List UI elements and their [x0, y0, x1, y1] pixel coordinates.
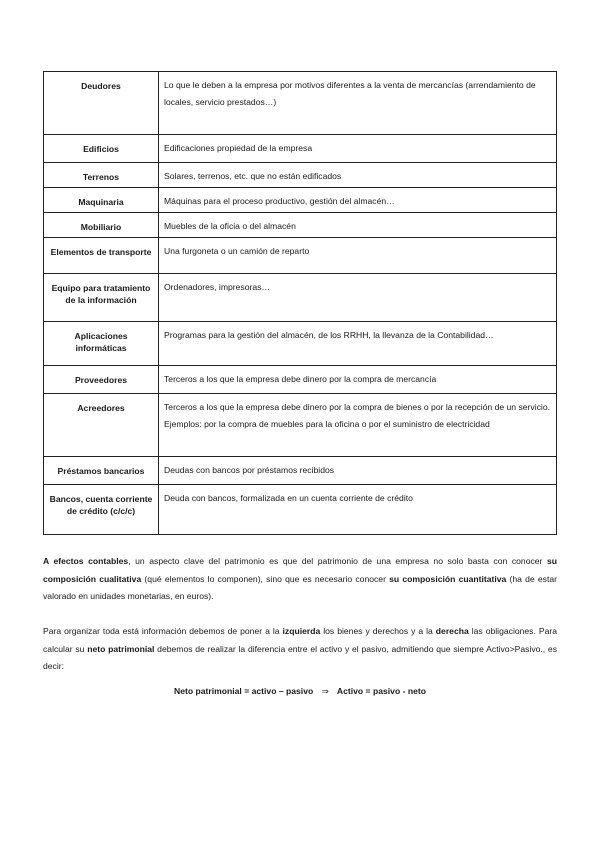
text: (ha de estar valorado en unidades monetarias, en euros).: [43, 573, 558, 601]
definition-cell: Terceros a los que la empresa debe dinero por la compra de bienes o por la recepción de un servicio. Ejemplos: por la compra de muebles para la oficina o por el suministro de electricidad: [159, 394, 557, 457]
paragraph-organization: [43, 623, 557, 676]
term-cell: Préstamos bancarios: [44, 457, 159, 485]
bold-text: su composición cuantitativa: [389, 573, 507, 584]
term-cell: Acreedores: [44, 394, 159, 457]
table-row: [44, 238, 557, 274]
formula-left: Neto patrimonial = activo – pasivo: [174, 686, 314, 696]
table-row: [44, 274, 557, 322]
definition-cell: Solares, terrenos, etc. que no están edificados: [159, 163, 557, 188]
table-row: [44, 322, 557, 366]
table-row: [44, 72, 557, 135]
definition-cell: Deuda con bancos, formalizada en un cuenta corriente de crédito: [159, 485, 557, 535]
definition-cell: Programas para la gestión del almacén, de los RRHH, la llevanza de la Contabilidad…: [159, 322, 557, 366]
table-row: [44, 163, 557, 188]
table-row: [44, 457, 557, 485]
definition-cell: Muebles de la oficia o del almacén: [159, 213, 557, 238]
table-row: [44, 188, 557, 213]
table-row: [44, 394, 557, 457]
table-row: [44, 213, 557, 238]
term-cell: Deudores: [44, 72, 159, 135]
term-cell: Aplicaciones informáticas: [44, 322, 159, 366]
text: debemos de realizar la diferencia entre el activo y el pasivo, admitiendo que siempre Activo>Pasivo., es decir:: [43, 643, 557, 671]
accounts-table: [43, 71, 557, 535]
term-cell: Mobiliario: [44, 213, 159, 238]
bold-text: derecha: [435, 626, 469, 636]
text: Para organizar toda está información debemos de poner a la: [43, 626, 283, 636]
definition-cell: Lo que le deben a la empresa por motivos diferentes a la venta de mercancías (arrendamiento de locales, servicio prestados…): [159, 72, 557, 135]
table-row: [44, 135, 557, 163]
text: los bienes y derechos y a la: [320, 626, 436, 636]
term-cell: Maquinaria: [44, 188, 159, 213]
definition-cell: Deudas con bancos por préstamos recibidos: [159, 457, 557, 485]
formula-right: Activo = pasivo - neto: [336, 686, 426, 696]
bold-text: A efectos contables: [43, 556, 129, 566]
term-cell: Equipo para tratamiento de la información: [44, 274, 159, 322]
implies-arrow-icon: ⇒: [321, 686, 329, 696]
definition-cell: Ordenadores, impresoras…: [159, 274, 557, 322]
bold-text: izquierda: [282, 626, 321, 636]
paragraph-composition: [43, 553, 557, 606]
term-cell: Elementos de transporte: [44, 238, 159, 274]
text: , un aspecto clave del patrimonio es que del patrimonio de una empresa no solo basta con conocer: [128, 556, 547, 566]
term-cell: Proveedores: [44, 366, 159, 394]
definition-cell: Máquinas para el proceso productivo, gestión del almacén…: [159, 188, 557, 213]
bold-text: su composición cualitativa: [43, 556, 557, 584]
term-cell: Edificios: [44, 135, 159, 163]
bold-text: neto patrimonial: [87, 643, 155, 654]
text: las obligaciones. Para calcular su: [43, 626, 558, 654]
definition-cell: Edificaciones propiedad de la empresa: [159, 135, 557, 163]
text: (qué elementos lo componen), sino que es necesario conocer: [141, 573, 390, 584]
table-row: [44, 485, 557, 535]
definition-cell: Terceros a los que la empresa debe dinero por la compra de mercancía: [159, 366, 557, 394]
term-cell: Bancos, cuenta corriente de crédito (c/c/c): [44, 485, 159, 535]
definition-cell: Una furgoneta o un camión de reparto: [159, 238, 557, 274]
net-worth-formula: [43, 686, 557, 697]
table-row: [44, 366, 557, 394]
term-cell: Terrenos: [44, 163, 159, 188]
